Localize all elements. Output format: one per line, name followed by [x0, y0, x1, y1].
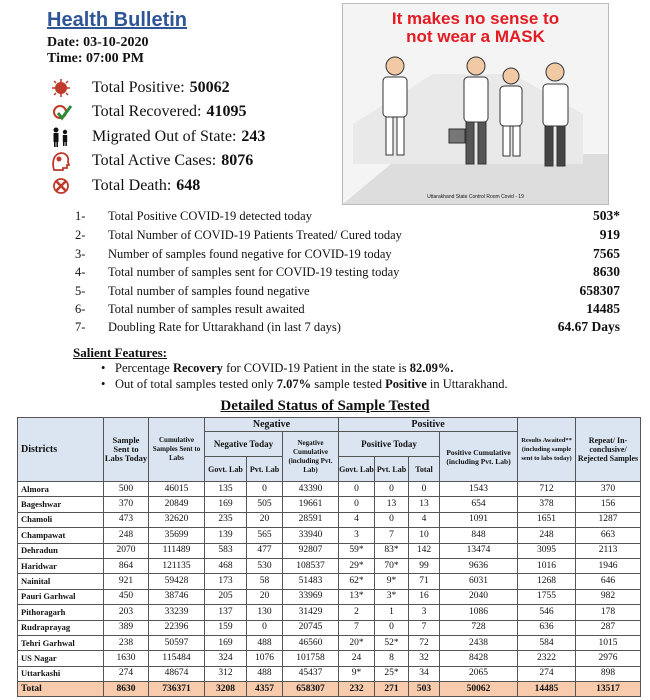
- table-cell: 0: [339, 482, 375, 497]
- table-cell: 1268: [518, 574, 576, 589]
- table-cell: 370: [576, 482, 641, 497]
- table-cell: 83*: [375, 543, 409, 558]
- table-cell: 7: [339, 620, 375, 635]
- table-cell: 2040: [440, 589, 518, 604]
- bulletin-date: Date: 03-10-2020: [47, 35, 149, 50]
- col-pos-pvt: Pvt. Lab: [375, 457, 409, 482]
- table-cell: 287: [576, 620, 641, 635]
- stat-active-cases: [50, 151, 253, 171]
- table-cell: 13474: [440, 543, 518, 558]
- table-row: [18, 666, 641, 681]
- table-cell: 52*: [375, 635, 409, 650]
- table-cell: 583: [205, 543, 247, 558]
- list-item: 7- Doubling Rate for Uttarakhand (in last 7 days) 64.67 Days: [75, 319, 620, 334]
- table-cell: 14485: [518, 682, 576, 697]
- table-cell: 50062: [440, 682, 518, 697]
- col-positive: Positive: [339, 418, 518, 432]
- district-name-cell: Almora: [18, 482, 104, 497]
- district-name-cell: Champawat: [18, 528, 104, 543]
- table-cell: 8: [375, 651, 409, 666]
- table-cell: 1651: [518, 512, 576, 527]
- table-cell: 864: [104, 558, 149, 573]
- table-cell: 19661: [283, 497, 339, 512]
- col-neg-pvt: Pvt. Lab: [247, 457, 283, 482]
- table-cell: 235: [205, 512, 247, 527]
- table-cell: 0: [375, 482, 409, 497]
- table-cell: 530: [247, 558, 283, 573]
- table-row: [18, 497, 641, 512]
- table-cell: 173: [205, 574, 247, 589]
- table-cell: 4: [339, 512, 375, 527]
- col-districts: Districts: [18, 418, 104, 482]
- salient-bullet-positivity: • Out of total samples tested only 7.07% sample tested Positive in Uttarakhand.: [115, 377, 508, 392]
- table-cell: 488: [247, 635, 283, 650]
- table-total-row: [18, 682, 641, 697]
- table-cell: 33239: [149, 605, 205, 620]
- poster-illustration: [343, 4, 608, 204]
- table-cell: 378: [518, 497, 576, 512]
- table-cell: 99: [409, 558, 440, 573]
- list-item: 1- Total Positive COVID-19 detected today 503*: [75, 208, 620, 223]
- table-cell: 274: [104, 666, 149, 681]
- table-cell: 59*: [339, 543, 375, 558]
- stat-value: 8076: [221, 152, 254, 169]
- stat-label: Total Active Cases:: [92, 152, 217, 169]
- table-cell: 8428: [440, 651, 518, 666]
- table-cell: 32620: [149, 512, 205, 527]
- table-cell: 477: [247, 543, 283, 558]
- table-row: [18, 651, 641, 666]
- table-cell: 28591: [283, 512, 339, 527]
- table-cell: 503: [409, 682, 440, 697]
- table-cell: 736371: [149, 682, 205, 697]
- stat-total-positive: [50, 78, 230, 98]
- district-name-cell: Uttarkashi: [18, 666, 104, 681]
- table-cell: 16: [409, 589, 440, 604]
- district-name-cell: Tehri Garhwal: [18, 635, 104, 650]
- table-cell: 646: [576, 574, 641, 589]
- table-cell: 6031: [440, 574, 518, 589]
- table-cell: 38746: [149, 589, 205, 604]
- district-name-cell: Rudraprayag: [18, 620, 104, 635]
- stat-migrated: [50, 127, 265, 147]
- table-cell: 7: [375, 528, 409, 543]
- table-cell: 2113: [576, 543, 641, 558]
- poster-caption: Uttarakhand State Control Room Covid - 19: [427, 194, 524, 200]
- table-cell: 500: [104, 482, 149, 497]
- table-row: [18, 574, 641, 589]
- table-cell: 654: [440, 497, 518, 512]
- table-cell: 3*: [375, 589, 409, 604]
- table-cell: 13*: [339, 589, 375, 604]
- table-cell: 1015: [576, 635, 641, 650]
- table-cell: 43390: [283, 482, 339, 497]
- table-cell: 45437: [283, 666, 339, 681]
- table-cell: 178: [576, 605, 641, 620]
- table-cell: 8630: [104, 682, 149, 697]
- table-cell: 982: [576, 589, 641, 604]
- table-cell: 33969: [283, 589, 339, 604]
- table-row: [18, 620, 641, 635]
- stat-label: Migrated Out of State:: [92, 128, 237, 145]
- table-cell: 29*: [339, 558, 375, 573]
- table-cell: 1630: [104, 651, 149, 666]
- table-cell: 72: [409, 635, 440, 650]
- table-cell: 712: [518, 482, 576, 497]
- table-cell: 0: [375, 512, 409, 527]
- table-cell: 663: [576, 528, 641, 543]
- col-negative-cumulative: Negative Cumulative (including Pvt. Lab): [283, 432, 339, 482]
- table-cell: 139: [205, 528, 247, 543]
- col-pos-govt: Govt. Lab: [339, 457, 375, 482]
- table-cell: 22396: [149, 620, 205, 635]
- stat-label: Total Recovered:: [92, 103, 202, 120]
- table-cell: 1: [375, 605, 409, 620]
- table-cell: 92807: [283, 543, 339, 558]
- table-cell: 312: [205, 666, 247, 681]
- table-cell: 50597: [149, 635, 205, 650]
- table-cell: 232: [339, 682, 375, 697]
- district-name-cell: US Nagar: [18, 651, 104, 666]
- table-cell: 2065: [440, 666, 518, 681]
- table-cell: 2: [339, 605, 375, 620]
- table-cell: 115484: [149, 651, 205, 666]
- table-cell: 13: [409, 497, 440, 512]
- table-cell: 324: [205, 651, 247, 666]
- salient-bullet-recovery: • Percentage Recovery for COVID-19 Patient in the state is 82.09%.: [115, 361, 453, 376]
- stat-value: 41095: [206, 103, 247, 120]
- stat-value: 648: [176, 177, 201, 194]
- table-cell: 156: [576, 497, 641, 512]
- table-cell: 450: [104, 589, 149, 604]
- table-cell: 33940: [283, 528, 339, 543]
- table-cell: 9636: [440, 558, 518, 573]
- stat-total-recovered: [50, 102, 247, 122]
- table-cell: 636: [518, 620, 576, 635]
- table-cell: 70*: [375, 558, 409, 573]
- table-cell: 1076: [247, 651, 283, 666]
- table-cell: 4: [409, 512, 440, 527]
- table-row: [18, 589, 641, 604]
- table-cell: 10: [409, 528, 440, 543]
- col-results-awaited: Results Awaited** (including sample sent to labs today): [518, 418, 576, 482]
- virus-icon: [50, 78, 72, 98]
- table-cell: 20: [247, 512, 283, 527]
- stat-total-death: [50, 176, 200, 196]
- table-cell: 658307: [283, 682, 339, 697]
- table-cell: 62*: [339, 574, 375, 589]
- district-name-cell: Nainital: [18, 574, 104, 589]
- list-item: 5- Total number of samples found negative 658307: [75, 283, 620, 298]
- table-cell: 20: [247, 589, 283, 604]
- table-cell: 848: [440, 528, 518, 543]
- district-name-cell: Total: [18, 682, 104, 697]
- table-row: [18, 543, 641, 558]
- table-cell: 108537: [283, 558, 339, 573]
- table-cell: 13: [375, 497, 409, 512]
- table-cell: 169: [205, 497, 247, 512]
- district-name-cell: Haridwar: [18, 558, 104, 573]
- table-cell: 248: [104, 528, 149, 543]
- people-icon: [50, 127, 72, 147]
- col-positive-cumulative: Positive Cumulative (including Pvt. Lab): [440, 432, 518, 482]
- table-cell: 46560: [283, 635, 339, 650]
- table-cell: 505: [247, 497, 283, 512]
- table-row: [18, 635, 641, 650]
- table-cell: 1287: [576, 512, 641, 527]
- table-cell: 2438: [440, 635, 518, 650]
- table-cell: 205: [205, 589, 247, 604]
- table-cell: 135: [205, 482, 247, 497]
- table-cell: 0: [247, 620, 283, 635]
- table-cell: 51483: [283, 574, 339, 589]
- table-cell: 3: [339, 528, 375, 543]
- stat-label: Total Death:: [92, 177, 172, 194]
- table-row: [18, 482, 641, 497]
- table-cell: 203: [104, 605, 149, 620]
- table-cell: 0: [375, 620, 409, 635]
- list-item: 2- Total Number of COVID-19 Patients Treated/ Cured today 919: [75, 227, 620, 242]
- table-cell: 13517: [576, 682, 641, 697]
- district-name-cell: Dehradun: [18, 543, 104, 558]
- col-negative-today: Negative Today: [205, 432, 283, 457]
- table-cell: 142: [409, 543, 440, 558]
- table-cell: 130: [247, 605, 283, 620]
- table-title: Detailed Status of Sample Tested: [220, 398, 430, 414]
- bulletin-time: Time: 07:00 PM: [47, 51, 144, 66]
- table-cell: 137: [205, 605, 247, 620]
- table-cell: 0: [339, 497, 375, 512]
- table-cell: 24: [339, 651, 375, 666]
- col-neg-govt: Govt. Lab: [205, 457, 247, 482]
- stat-value: 243: [241, 128, 266, 145]
- table-cell: 1946: [576, 558, 641, 573]
- district-name-cell: Pauri Garhwal: [18, 589, 104, 604]
- col-positive-today: Positive Today: [339, 432, 440, 457]
- table-body: [18, 482, 641, 697]
- table-cell: 121135: [149, 558, 205, 573]
- list-item: 3- Number of samples found negative for COVID-19 today 7565: [75, 246, 620, 261]
- table-cell: 3: [409, 605, 440, 620]
- mask-poster: [342, 3, 609, 205]
- table-cell: 2322: [518, 651, 576, 666]
- district-name-cell: Bageshwar: [18, 497, 104, 512]
- table-cell: 32: [409, 651, 440, 666]
- district-status-table: [17, 417, 641, 697]
- table-row: [18, 512, 641, 527]
- table-cell: 35699: [149, 528, 205, 543]
- col-cumulative-sent: Cumulative Samples Sent to Labs: [149, 418, 205, 482]
- table-cell: 2070: [104, 543, 149, 558]
- table-row: [18, 605, 641, 620]
- table-cell: 238: [104, 635, 149, 650]
- salient-features-heading: Salient Features:: [73, 345, 167, 360]
- table-row: [18, 528, 641, 543]
- table-cell: 20849: [149, 497, 205, 512]
- table-cell: 546: [518, 605, 576, 620]
- cross-virus-icon: [50, 176, 72, 196]
- table-cell: 2976: [576, 651, 641, 666]
- table-cell: 898: [576, 666, 641, 681]
- table-cell: 584: [518, 635, 576, 650]
- table-cell: 169: [205, 635, 247, 650]
- table-cell: 1755: [518, 589, 576, 604]
- table-cell: 111489: [149, 543, 205, 558]
- table-cell: 9*: [375, 574, 409, 589]
- table-cell: 488: [247, 666, 283, 681]
- col-pos-total: Total: [409, 457, 440, 482]
- table-cell: 389: [104, 620, 149, 635]
- table-cell: 20745: [283, 620, 339, 635]
- table-cell: 3095: [518, 543, 576, 558]
- check-virus-icon: [50, 102, 72, 122]
- table-cell: 468: [205, 558, 247, 573]
- table-cell: 274: [518, 666, 576, 681]
- table-cell: 565: [247, 528, 283, 543]
- table-cell: 473: [104, 512, 149, 527]
- table-cell: 58: [247, 574, 283, 589]
- list-item: 4- Total number of samples sent for COVID-19 testing today 8630: [75, 264, 620, 279]
- table-cell: 1091: [440, 512, 518, 527]
- district-name-cell: Pithoragarh: [18, 605, 104, 620]
- table-cell: 46015: [149, 482, 205, 497]
- table-cell: 0: [409, 482, 440, 497]
- table-cell: 271: [375, 682, 409, 697]
- table-cell: 7: [409, 620, 440, 635]
- table-cell: 59428: [149, 574, 205, 589]
- list-item: 6- Total number of samples result awaited 14485: [75, 301, 620, 316]
- col-repeat: Repeat/ In-conclusive/ Rejected Samples: [576, 418, 641, 482]
- stat-label: Total Positive:: [92, 79, 185, 96]
- table-cell: 71: [409, 574, 440, 589]
- table-cell: 25*: [375, 666, 409, 681]
- bulletin-title: Health Bulletin: [47, 9, 188, 31]
- table-cell: 4357: [247, 682, 283, 697]
- table-cell: 370: [104, 497, 149, 512]
- table-cell: 101758: [283, 651, 339, 666]
- table-cell: 9*: [339, 666, 375, 681]
- table-cell: 3208: [205, 682, 247, 697]
- col-negative: Negative: [205, 418, 339, 432]
- table-cell: 248: [518, 528, 576, 543]
- poster-headline: It makes no sense to not wear a MASK: [391, 9, 560, 46]
- table-row: [18, 558, 641, 573]
- district-name-cell: Chamoli: [18, 512, 104, 527]
- table-cell: 48674: [149, 666, 205, 681]
- head-virus-icon: [50, 151, 72, 171]
- table-cell: 20*: [339, 635, 375, 650]
- table-cell: 728: [440, 620, 518, 635]
- col-sent-today: Sample Sent to Labs Today: [104, 418, 149, 482]
- table-cell: 159: [205, 620, 247, 635]
- table-cell: 1086: [440, 605, 518, 620]
- table-cell: 921: [104, 574, 149, 589]
- table-cell: 1543: [440, 482, 518, 497]
- table-cell: 34: [409, 666, 440, 681]
- table-cell: 31429: [283, 605, 339, 620]
- table-cell: 0: [247, 482, 283, 497]
- table-cell: 1016: [518, 558, 576, 573]
- stat-value: 50062: [189, 79, 230, 96]
